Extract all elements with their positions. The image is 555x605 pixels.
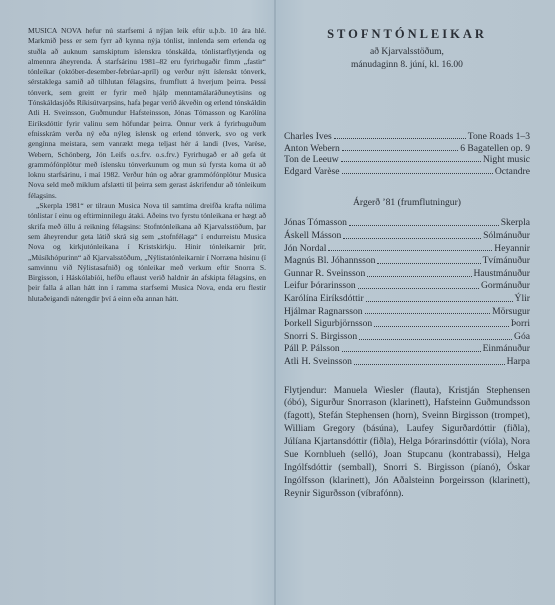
work: Heyannir xyxy=(494,242,530,254)
works-row xyxy=(284,280,530,293)
leader-dots xyxy=(328,250,492,251)
work: Night music xyxy=(482,154,530,166)
composer: Anton Webern xyxy=(284,142,340,154)
works-row xyxy=(284,255,530,268)
leader-dots xyxy=(341,161,481,162)
work: Einmánuður xyxy=(482,343,530,355)
leader-dots xyxy=(354,364,505,365)
works-row xyxy=(284,331,530,344)
leader-dots xyxy=(342,150,458,151)
composer: Charles Ives xyxy=(284,131,332,142)
work: Þorri xyxy=(510,318,530,330)
venue-line: að Kjarvalsstöðum, xyxy=(370,47,444,57)
leader-dots xyxy=(349,225,499,226)
concert-title: STOFNTÓNLEIKAR xyxy=(327,27,487,41)
program-row xyxy=(284,154,530,166)
program-row xyxy=(284,166,530,178)
works-row xyxy=(284,343,530,356)
composer: Ton de Leeuw xyxy=(284,154,339,166)
works-row xyxy=(284,306,530,319)
works-row xyxy=(284,293,530,306)
composer: Snorri S. Birgisson xyxy=(284,330,358,342)
works-list xyxy=(284,217,530,368)
work: Ýlir xyxy=(514,292,530,304)
leader-dots xyxy=(359,339,512,340)
leader-dots xyxy=(377,263,480,264)
leader-dots xyxy=(367,276,471,277)
works-row xyxy=(284,217,530,230)
left-column xyxy=(28,26,266,304)
leader-dots xyxy=(342,173,493,174)
fold-line xyxy=(274,0,276,605)
works-heading: Árgerð ’81 (frumflutningur) xyxy=(353,197,461,209)
program-list xyxy=(284,131,530,177)
work: Mörsugur xyxy=(492,305,530,317)
composer: Leifur Þórarinsson xyxy=(284,280,356,292)
intro-paragraph: MUSICA NOVA hefur nú starfsemi á nýjan leik eftir u.þ.b. 10 ára hlé. Markmið þess er sem fyrr að kynna nýja tónlist, innlenda sem erlenda og stuðla að auknum samskiptum íslenskra tónskálda, tónlistarflytjenda og almennra áheyrenda. Á starfsárinu 1981–82 eru fyrirhugaðir fimm „fastir“ tónleikar (október-desember-febrúar-apríl) og verður nýtt íslenskt tónverk, sérstaklega samið að tilhlutan félagsins, frumflutt á hverjum þeirra. Þessi tónverk, sem greitt er fyrir með hjálp menntamálaráðuneytisins og Tónskáldasjóðs Ríkisútvarpsins, hafa þegar verið ákveðin og erlend tónskáldin Atli H. Sveinsson, Guðmundur Hafsteinsson, Jónas Tómasson og Karólína Eiríksdóttir fyrir valinu sem höfundar þeirra. Önnur verk á fyrirhuguðum efnisskrám verða ný eða nýleg íslensk og erlend tónverk, svo og verk genginna meistara, sem vanrækt mega teljast hér á landi (Ives, Varèse, Webern, Schönberg, Jón Leifs o.s.frv. o.s.frv.) Fyrirhugað er að gefa út grammófónplötur með íslensku tónverkunum og mun sú fyrsta koma út að loknu starfsárinu, í maí 1982. Verður hún og aðrar grammófónplötur Musica Nova seld með miklum afslætti til þeirra sem gerast áskrifendur að tónleikum félagsins. xyxy=(28,26,266,200)
skerpla-paragraph: „Skerpla 1981“ er tilraun Musica Nova til samtíma dreifða krafta núlima tónlistar í einu og eftirminnilegu átaki. Aðeins tvo fyrstu tónleikana er hægt að skrifa með öllu á reikning félagsins: Stofntónleikana að Kjarvalsstöðum, þar sem áheyrendur geta látið skrá sig sem „stofnfélaga“ í endurreistu Musica Nova og kirkjutónleikana í Kristskirkju. Hinir tónleikarnir þrír, „Músíkhópurinn“ að Kjarvalsstöðum, „Nýlistatónleikarnir í Norræna húsinu (í samvinnu við Nýlistasafnið) og tónleikar með verkum eftir Snorra S. Birgisson, í Háskólabíói, hefðu eflaust verið haldnir án afskipta félagsins, en þeir falla á allan hátt inn í ramma starfsemi Musica Nova, enda eru flestir hlutaðeigandi nátengdir því á einn eða annan hátt. xyxy=(28,201,266,303)
work: Gormánuður xyxy=(480,280,530,292)
program-row xyxy=(284,131,530,143)
leader-dots xyxy=(334,138,466,139)
work: 6 Bagatellen op. 9 xyxy=(460,142,530,154)
composer: Edgard Varèse xyxy=(284,165,340,177)
leader-dots xyxy=(365,313,491,314)
composer: Jón Nordal xyxy=(284,242,327,254)
works-row xyxy=(284,356,530,369)
leader-dots xyxy=(374,326,509,327)
program-row xyxy=(284,143,530,155)
leader-dots xyxy=(358,288,479,289)
works-row xyxy=(284,318,530,331)
composer: Jónas Tómasson xyxy=(284,217,347,229)
works-row xyxy=(284,243,530,256)
work: Octandre xyxy=(494,165,530,177)
composer: Atli H. Sveinsson xyxy=(284,355,352,367)
composer: Hjálmar Ragnarsson xyxy=(284,305,363,317)
work: Harpa xyxy=(506,355,530,367)
work: Sólmánuður xyxy=(483,229,530,241)
right-column xyxy=(284,26,530,501)
composer: Páll P. Pálsson xyxy=(284,343,340,355)
leader-dots xyxy=(343,238,481,239)
work: Góa xyxy=(514,330,530,342)
work: Tone Roads 1–3 xyxy=(467,131,530,142)
works-row xyxy=(284,230,530,243)
work: Skerpla xyxy=(500,217,530,229)
composer: Gunnar R. Sveinsson xyxy=(284,267,366,279)
performers-block xyxy=(284,385,530,501)
composer: Áskell Másson xyxy=(284,229,342,241)
composer: Karólína Eiríksdóttir xyxy=(284,292,364,304)
composer: Þorkell Sigurbjörnsson xyxy=(284,318,373,330)
date-line: mánudaginn 8. júní, kl. 16.00 xyxy=(351,59,463,70)
leader-dots xyxy=(366,301,513,302)
leader-dots xyxy=(342,351,481,352)
works-row xyxy=(284,268,530,281)
composer: Magnús Bl. Jóhannsson xyxy=(284,255,376,267)
work: Haustmánuður xyxy=(473,267,530,279)
work: Tvímánuður xyxy=(482,255,530,267)
performers-text: Flytjendur: Manuela Wiesler (flauta), Kristján Stephensen (óbó), Sigurður Snorrason (klarinett), Hafsteinn Guðmundsson (fagott), Stefán Stephensen (horn), Sveinn Birgisson (trompet), William Gregory (básúna), Laufey Sigurðardóttir (fiðla), Júlíana Kjartansdóttir (fiðla), Helga Þórarinsdóttir (víóla), Nora Sue Kornblueh (selló), Joan Stupcanu (kontrabassi), Helga Ingólfsdóttir (semball), Snorri S. Birgisson (píanó), Óskar Ingólfsson (klarinett), Jón Aðalsteinn Þorgeirsson (klarinett), Reynir Sigurðsson (víbrafónn). xyxy=(284,384,530,499)
